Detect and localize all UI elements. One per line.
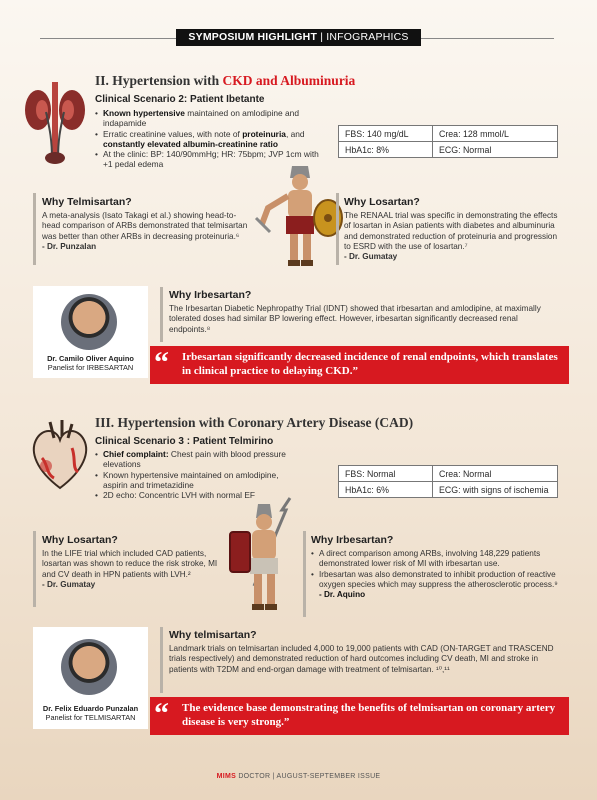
doctor-label (37, 704, 144, 722)
table-cell: FBS: Normal (339, 466, 433, 482)
author: - Dr. Gumatay (42, 579, 96, 589)
header-light: INFOGRAPHICS (326, 31, 409, 43)
list-item (95, 129, 321, 150)
why-telmisartan-text (42, 211, 252, 252)
quote-banner-telmisartan (150, 697, 569, 735)
why-irbesartan-text: The Irbesartan Diabetic Nephropathy Trial (IDNT) showed that irbesartan and amlodipine, at maximally tolerated doses had similar BP lowering effect. However, irbesartan significantly decreased renal endpoints.⁸ (169, 304, 541, 334)
why-losartan-text (42, 549, 224, 590)
table-row (339, 466, 558, 482)
footer-text: DOCTOR | AUGUST-SEPTEMBER ISSUE (238, 773, 381, 780)
list-item (311, 570, 566, 601)
bullet-text: Irbesartan was also demonstrated to inhibit production of reactive oxygen species which may suppress the atherosclerotic process.⁹ (319, 569, 558, 589)
divider-bar (33, 193, 36, 265)
avatar (61, 294, 117, 350)
quote-banner-irbesartan (150, 346, 569, 384)
table-cell: ECG: Normal (433, 142, 558, 158)
bullet-text: 2D echo: Concentric LVH with normal EF (103, 490, 256, 501)
doctor-name: Dr. Camilo Oliver Aquino (47, 354, 134, 363)
footer-brand: MIMS (216, 773, 237, 780)
scenario-3-title: Clinical Scenario 3 : Patient Telmirino (95, 436, 274, 447)
section-iii-title: III. Hypertension with Coronary Artery Disease (CAD) (95, 415, 414, 430)
why-losartan-heading: Why Losartan? (42, 534, 118, 546)
table-cell: Crea: 128 mmol/L (433, 126, 558, 142)
divider-bar (33, 531, 36, 607)
header-rule-right (421, 38, 554, 39)
paragraph: A meta-analysis (Isato Takagi et al.) showing head-to-head comparison of ARBs demonstrated that telmisartan was better than other ARBs in decreasing proteinuria.⁶ (42, 211, 248, 241)
kidney-icon (22, 80, 88, 166)
table-cell: FBS: 140 mg/dL (339, 126, 433, 142)
why-irbesartan-list (311, 549, 566, 600)
table-cell: HbA1c: 6% (339, 482, 433, 498)
bullet-text: Chest pain with blood pressure elevations (103, 449, 286, 470)
header-rule-left (40, 38, 176, 39)
bullet-text: , and (285, 128, 305, 139)
doctor-label (37, 354, 144, 372)
bullet-text: maintained on amlodipine and indapamide (103, 108, 299, 129)
paragraph: In the LIFE trial which included CAD patients, losartan was shown to reduce the risk stroke, MI and CV death in HPN patients with LVH.² (42, 549, 218, 579)
list-item (95, 108, 321, 129)
quote-icon: “ (154, 346, 169, 379)
bullet-bold: Chief complaint: (103, 449, 169, 459)
list-item (95, 449, 295, 470)
header-sep: | (320, 31, 324, 43)
doctor-name: Dr. Felix Eduardo Punzalan (42, 704, 139, 713)
table-cell: Crea: Normal (433, 466, 558, 482)
bullet-bold: Known hypertensive (103, 108, 185, 118)
divider-bar (160, 287, 163, 342)
why-irbesartan-heading: Why Irbesartan? (311, 534, 394, 546)
list-item (95, 470, 295, 491)
lab-results-table-3 (338, 465, 558, 498)
header-bold: SYMPOSIUM HIGHLIGHT (188, 31, 318, 43)
why-telmisartan-heading: Why telmisartan? (169, 629, 257, 641)
heart-icon (28, 418, 92, 494)
bullet-text: Erratic creatinine values, with note of (103, 128, 243, 139)
avatar (61, 639, 117, 695)
gladiator-spear-illustration (224, 496, 304, 620)
doctor-card-punzalan (33, 627, 148, 729)
doctor-role: Panelist for IRBESARTAN (47, 363, 134, 372)
bullet-bold: constantly elevated albumin-creatinine ratio (103, 138, 278, 149)
doctor-card-aquino (33, 286, 148, 378)
list-item (311, 549, 566, 570)
lab-results-table-2 (338, 125, 558, 158)
scenario-2-title: Clinical Scenario 2: Patient Ibetante (95, 94, 265, 105)
bullet-bold: proteinuria (242, 128, 286, 139)
author: - Dr. Gumatay (344, 252, 398, 262)
bullet-text: A direct comparison among ARBs, involving 148,229 patients demonstrated lower risk of MI with irbesartan use. (319, 549, 541, 569)
quote-text: The evidence base demonstrating the benefits of telmisartan on coronary artery disease is very strong.” (182, 702, 556, 728)
why-losartan-text (344, 211, 566, 262)
doctor-role: Panelist for TELMISARTAN (45, 713, 136, 722)
divider-bar (336, 193, 339, 265)
bullet-text: At the clinic: BP: 140/90mmHg; HR: 75bpm; JVP 1cm with +1 pedal edema (103, 149, 319, 170)
header-banner (176, 29, 421, 46)
quote-text: Irbesartan significantly decreased incidence of renal endpoints, which translates in clinical practice to delaying CKD.” (182, 351, 558, 377)
table-row (339, 142, 558, 158)
section-ii-title-prefix: II. Hypertension with (95, 73, 223, 88)
author: - Dr. Punzalan (42, 241, 97, 251)
why-losartan-heading: Why Losartan? (344, 196, 420, 208)
paragraph: The RENAAL trial was specific in demonstrating the effects of losartan in Asian patients with diabetes and albuminuria and demonstrated reduction of proteinuria and progression to ESRD with the use of losartan.⁷ (344, 211, 558, 251)
why-telmisartan-text: Landmark trials on telmisartan included 4,000 to 19,000 patients with CAD (ON-TARGET and TRASCEND trials respectively) and demonstrated reduction of hard outcomes including CV death, MI and stroke in patients with T2DM and end-organ damage with treatment of telmisartan. ¹⁰,¹¹ (169, 644, 554, 674)
why-irbesartan-heading: Why Irbesartan? (169, 289, 252, 301)
table-row (339, 126, 558, 142)
why-telmisartan-heading: Why Telmisartan? (42, 196, 132, 208)
page-footer (0, 773, 597, 780)
section-ii-title (95, 73, 355, 89)
bullet-text: Known hypertensive maintained on amlodipine, aspirin and trimetazidine (103, 469, 279, 490)
section-ii-title-red: CKD and Albuminuria (222, 73, 356, 88)
table-cell: ECG: with signs of ischemia (433, 482, 558, 498)
divider-bar (303, 531, 306, 617)
table-cell: HbA1c: 8% (339, 142, 433, 158)
quote-icon: “ (154, 697, 169, 730)
gladiator-shield-illustration (252, 160, 348, 276)
table-row (339, 482, 558, 498)
scenario-3-list (95, 449, 295, 500)
author: - Dr. Aquino (319, 590, 366, 600)
divider-bar (160, 627, 163, 693)
